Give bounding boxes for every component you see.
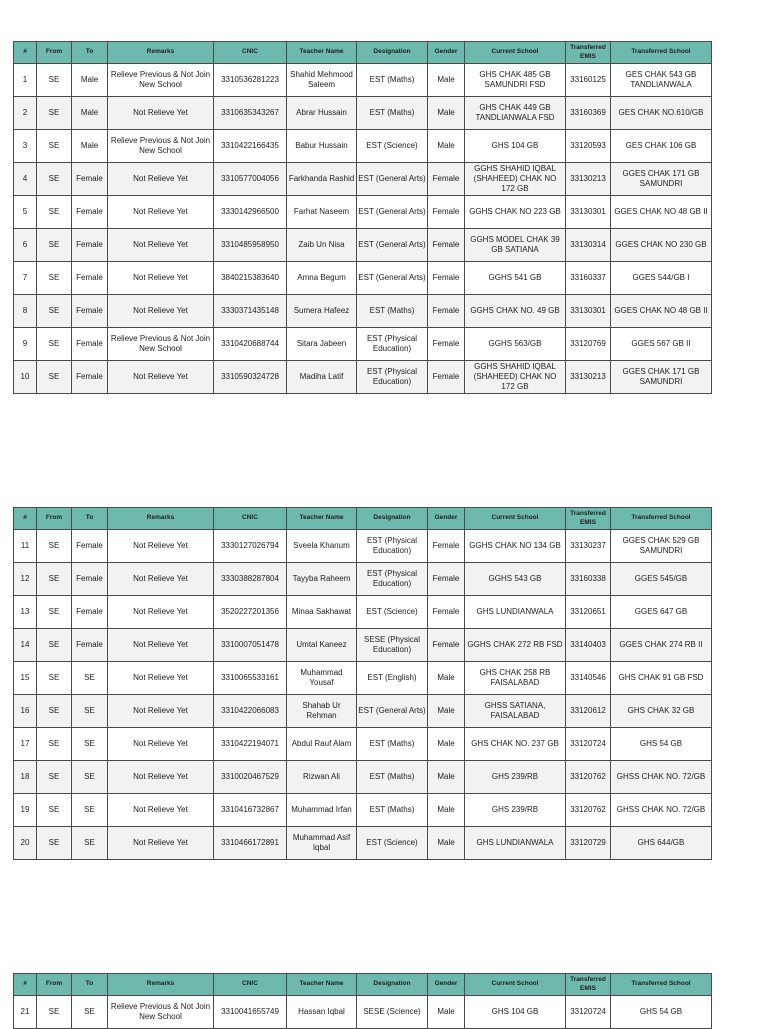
transferred-school-cell: GHSS CHAK NO. 72/GB — [611, 794, 712, 827]
teacher-name-cell: Babur Hussain — [287, 130, 357, 163]
from-cell: SE — [37, 163, 72, 196]
transferred-school-cell: GES CHAK 543 GB TANDLIANWALA — [611, 64, 712, 97]
current-school-cell: GHS CHAK NO. 237 GB — [465, 728, 566, 761]
cnic-cell: 3330142966500 — [214, 196, 287, 229]
row-number-cell: 12 — [14, 563, 37, 596]
to-cell: Male — [72, 97, 108, 130]
row-number-cell: 19 — [14, 794, 37, 827]
from-cell: SE — [37, 761, 72, 794]
remarks-cell: Not Relieve Yet — [108, 361, 214, 394]
transferred-emis-cell: 33160369 — [566, 97, 611, 130]
col-header-designation: Designation — [357, 42, 428, 64]
from-cell: SE — [37, 996, 72, 1029]
cnic-cell: 3310020467529 — [214, 761, 287, 794]
table-row — [14, 229, 712, 262]
from-cell: SE — [37, 196, 72, 229]
remarks-cell: Relieve Previous & Not Join New School — [108, 130, 214, 163]
remarks-cell: Not Relieve Yet — [108, 262, 214, 295]
cnic-cell: 3310577004056 — [214, 163, 287, 196]
col-header-transferred-emis: Transferred EMIS — [566, 42, 611, 64]
row-number-cell: 6 — [14, 229, 37, 262]
table-body — [14, 64, 712, 394]
cnic-cell: 3840215383640 — [214, 262, 287, 295]
row-number-cell: 17 — [14, 728, 37, 761]
row-number-cell: 13 — [14, 596, 37, 629]
table-row — [14, 596, 712, 629]
to-cell: SE — [72, 728, 108, 761]
remarks-cell: Not Relieve Yet — [108, 695, 214, 728]
table-row — [14, 97, 712, 130]
gender-cell: Male — [428, 728, 465, 761]
current-school-cell: GGHS CHAK NO 223 GB — [465, 196, 566, 229]
table-row — [14, 728, 712, 761]
current-school-cell: GHS LUNDIANWALA — [465, 827, 566, 860]
gender-cell: Male — [428, 64, 465, 97]
to-cell: SE — [72, 695, 108, 728]
gender-cell: Male — [428, 827, 465, 860]
row-number-cell: 10 — [14, 361, 37, 394]
designation-cell: EST (Maths) — [357, 761, 428, 794]
table-row — [14, 64, 712, 97]
from-cell: SE — [37, 563, 72, 596]
col-header-current-school: Current School — [465, 42, 566, 64]
remarks-cell: Not Relieve Yet — [108, 530, 214, 563]
transferred-emis-cell: 33140546 — [566, 662, 611, 695]
transferred-school-cell: GGES 567 GB II — [611, 328, 712, 361]
col-header-number: # — [14, 974, 37, 996]
to-cell: Female — [72, 295, 108, 328]
col-header-remarks: Remarks — [108, 42, 214, 64]
transferred-school-cell: GGES CHAK NO 48 GB II — [611, 295, 712, 328]
gender-cell: Male — [428, 794, 465, 827]
gender-cell: Female — [428, 196, 465, 229]
transferred-emis-cell: 33130237 — [566, 530, 611, 563]
from-cell: SE — [37, 97, 72, 130]
current-school-cell: GGHS SHAHID IQBAL (SHAHEED) CHAK NO 172 GB — [465, 163, 566, 196]
gender-cell: Female — [428, 328, 465, 361]
transferred-school-cell: GHS 54 GB — [611, 996, 712, 1029]
designation-cell: EST (General Arts) — [357, 262, 428, 295]
designation-cell: EST (General Arts) — [357, 229, 428, 262]
col-header-to: To — [72, 974, 108, 996]
gender-cell: Female — [428, 596, 465, 629]
cnic-cell: 3520227201356 — [214, 596, 287, 629]
to-cell: SE — [72, 662, 108, 695]
teacher-name-cell: Farhat Naseem — [287, 196, 357, 229]
designation-cell: EST (Physical Education) — [357, 530, 428, 563]
to-cell: Female — [72, 629, 108, 662]
current-school-cell: GGHS SHAHID IQBAL (SHAHEED) CHAK NO 172 GB — [465, 361, 566, 394]
cnic-cell: 3310466172891 — [214, 827, 287, 860]
current-school-cell: GHS 239/RB — [465, 794, 566, 827]
gender-cell: Female — [428, 530, 465, 563]
remarks-cell: Not Relieve Yet — [108, 563, 214, 596]
designation-cell: EST (Science) — [357, 596, 428, 629]
cnic-cell: 3310536281223 — [214, 64, 287, 97]
col-header-designation: Designation — [357, 508, 428, 530]
col-header-remarks: Remarks — [108, 508, 214, 530]
transferred-school-cell: GGES CHAK NO 48 GB II — [611, 196, 712, 229]
transferred-emis-cell: 33120724 — [566, 728, 611, 761]
transferred-school-cell: GHSS CHAK NO. 72/GB — [611, 761, 712, 794]
designation-cell: EST (English) — [357, 662, 428, 695]
to-cell: SE — [72, 794, 108, 827]
designation-cell: EST (Science) — [357, 827, 428, 860]
gender-cell: Male — [428, 130, 465, 163]
transferred-emis-cell: 33120769 — [566, 328, 611, 361]
table-header — [14, 974, 712, 996]
row-number-cell: 9 — [14, 328, 37, 361]
gender-cell: Male — [428, 996, 465, 1029]
transferred-school-cell: GGES CHAK 529 GB SAMUNDRI — [611, 530, 712, 563]
transferred-emis-cell: 33130301 — [566, 295, 611, 328]
gender-cell: Male — [428, 761, 465, 794]
table-row — [14, 262, 712, 295]
transfer-table-2 — [13, 507, 712, 860]
col-header-gender: Gender — [428, 974, 465, 996]
gender-cell: Male — [428, 695, 465, 728]
from-cell: SE — [37, 295, 72, 328]
cnic-cell: 3330371435148 — [214, 295, 287, 328]
remarks-cell: Not Relieve Yet — [108, 229, 214, 262]
teacher-name-cell: Muhammad Irfan — [287, 794, 357, 827]
transferred-emis-cell: 33120651 — [566, 596, 611, 629]
designation-cell: EST (Physical Education) — [357, 563, 428, 596]
col-header-from: From — [37, 974, 72, 996]
cnic-cell: 3310007051478 — [214, 629, 287, 662]
table-row — [14, 530, 712, 563]
col-header-teacher-name: Teacher Name — [287, 42, 357, 64]
row-number-cell: 20 — [14, 827, 37, 860]
to-cell: SE — [72, 761, 108, 794]
transferred-emis-cell: 33160338 — [566, 563, 611, 596]
row-number-cell: 18 — [14, 761, 37, 794]
gender-cell: Male — [428, 97, 465, 130]
to-cell: Female — [72, 196, 108, 229]
designation-cell: EST (General Arts) — [357, 695, 428, 728]
gender-cell: Female — [428, 295, 465, 328]
teacher-name-cell: Hassan Iqbal — [287, 996, 357, 1029]
transferred-school-cell: GES CHAK 106 GB — [611, 130, 712, 163]
col-header-to: To — [72, 42, 108, 64]
cnic-cell: 3310065533161 — [214, 662, 287, 695]
row-number-cell: 8 — [14, 295, 37, 328]
remarks-cell: Not Relieve Yet — [108, 662, 214, 695]
transferred-school-cell: GGES 544/GB I — [611, 262, 712, 295]
from-cell: SE — [37, 530, 72, 563]
remarks-cell: Not Relieve Yet — [108, 827, 214, 860]
gender-cell: Female — [428, 563, 465, 596]
to-cell: Female — [72, 262, 108, 295]
table-row — [14, 629, 712, 662]
remarks-cell: Not Relieve Yet — [108, 295, 214, 328]
teacher-name-cell: Minaa Sakhawat — [287, 596, 357, 629]
from-cell: SE — [37, 794, 72, 827]
row-number-cell: 5 — [14, 196, 37, 229]
to-cell: Female — [72, 361, 108, 394]
to-cell: Female — [72, 328, 108, 361]
current-school-cell: GHS 104 GB — [465, 130, 566, 163]
current-school-cell: GHS CHAK 258 RB FAISALABAD — [465, 662, 566, 695]
col-header-cnic: CNIC — [214, 974, 287, 996]
col-header-current-school: Current School — [465, 974, 566, 996]
to-cell: Female — [72, 229, 108, 262]
remarks-cell: Not Relieve Yet — [108, 794, 214, 827]
teacher-name-cell: Muhammad Yousaf — [287, 662, 357, 695]
gender-cell: Female — [428, 629, 465, 662]
col-header-gender: Gender — [428, 508, 465, 530]
current-school-cell: GHS 104 GB — [465, 996, 566, 1029]
designation-cell: EST (Physical Education) — [357, 328, 428, 361]
to-cell: Male — [72, 130, 108, 163]
teacher-name-cell: Sitara Jabeen — [287, 328, 357, 361]
from-cell: SE — [37, 728, 72, 761]
designation-cell: EST (Science) — [357, 130, 428, 163]
transferred-emis-cell: 33120593 — [566, 130, 611, 163]
current-school-cell: GGHS CHAK NO 134 GB — [465, 530, 566, 563]
to-cell: Female — [72, 530, 108, 563]
current-school-cell: GHSS SATIANA, FAISALABAD — [465, 695, 566, 728]
to-cell: Female — [72, 563, 108, 596]
transferred-emis-cell: 33130301 — [566, 196, 611, 229]
row-number-cell: 11 — [14, 530, 37, 563]
col-header-remarks: Remarks — [108, 974, 214, 996]
transferred-school-cell: GHS 644/GB — [611, 827, 712, 860]
col-header-from: From — [37, 508, 72, 530]
current-school-cell: GGHS MODEL CHAK 39 GB SATIANA — [465, 229, 566, 262]
from-cell: SE — [37, 361, 72, 394]
row-number-cell: 21 — [14, 996, 37, 1029]
cnic-cell: 3330127026794 — [214, 530, 287, 563]
row-number-cell: 3 — [14, 130, 37, 163]
gender-cell: Female — [428, 229, 465, 262]
remarks-cell: Not Relieve Yet — [108, 196, 214, 229]
remarks-cell: Not Relieve Yet — [108, 97, 214, 130]
designation-cell: EST (Maths) — [357, 728, 428, 761]
remarks-cell: Not Relieve Yet — [108, 629, 214, 662]
transferred-emis-cell: 33120612 — [566, 695, 611, 728]
row-number-cell: 7 — [14, 262, 37, 295]
col-header-cnic: CNIC — [214, 42, 287, 64]
col-header-number: # — [14, 508, 37, 530]
transferred-emis-cell: 33160337 — [566, 262, 611, 295]
row-number-cell: 1 — [14, 64, 37, 97]
transferred-school-cell: GHS CHAK 91 GB FSD — [611, 662, 712, 695]
from-cell: SE — [37, 629, 72, 662]
col-header-current-school: Current School — [465, 508, 566, 530]
table-row — [14, 130, 712, 163]
transferred-emis-cell: 33130314 — [566, 229, 611, 262]
col-header-transferred-emis: Transferred EMIS — [566, 508, 611, 530]
remarks-cell: Not Relieve Yet — [108, 728, 214, 761]
col-header-designation: Designation — [357, 974, 428, 996]
to-cell: Male — [72, 64, 108, 97]
gender-cell: Female — [428, 361, 465, 394]
remarks-cell: Relieve Previous & Not Join New School — [108, 996, 214, 1029]
table-row — [14, 827, 712, 860]
current-school-cell: GGHS 541 GB — [465, 262, 566, 295]
transferred-emis-cell: 33120729 — [566, 827, 611, 860]
cnic-cell: 3310041655749 — [214, 996, 287, 1029]
from-cell: SE — [37, 827, 72, 860]
from-cell: SE — [37, 229, 72, 262]
teacher-name-cell: Abrar Hussain — [287, 97, 357, 130]
col-header-transferred-school: Transferred School — [611, 508, 712, 530]
transferred-emis-cell: 33130213 — [566, 361, 611, 394]
cnic-cell: 3310420688744 — [214, 328, 287, 361]
transferred-emis-cell: 33120762 — [566, 761, 611, 794]
from-cell: SE — [37, 695, 72, 728]
from-cell: SE — [37, 64, 72, 97]
remarks-cell: Relieve Previous & Not Join New School — [108, 328, 214, 361]
current-school-cell: GHS 239/RB — [465, 761, 566, 794]
designation-cell: SESE (Science) — [357, 996, 428, 1029]
col-header-transferred-school: Transferred School — [611, 42, 712, 64]
designation-cell: EST (Maths) — [357, 794, 428, 827]
transferred-school-cell: GES CHAK NO.610/GB — [611, 97, 712, 130]
col-header-teacher-name: Teacher Name — [287, 508, 357, 530]
current-school-cell: GGHS CHAK 272 RB FSD — [465, 629, 566, 662]
transferred-school-cell: GHS 54 GB — [611, 728, 712, 761]
designation-cell: EST (Maths) — [357, 295, 428, 328]
table-row — [14, 163, 712, 196]
transferred-emis-cell: 33120724 — [566, 996, 611, 1029]
teacher-name-cell: Amna Begum — [287, 262, 357, 295]
current-school-cell: GGHS 563/GB — [465, 328, 566, 361]
col-header-from: From — [37, 42, 72, 64]
col-header-gender: Gender — [428, 42, 465, 64]
table-row — [14, 295, 712, 328]
table-body — [14, 530, 712, 860]
transferred-emis-cell: 33140403 — [566, 629, 611, 662]
teacher-name-cell: Madiha Latif — [287, 361, 357, 394]
transferred-school-cell: GGES CHAK 171 GB SAMUNDRI — [611, 361, 712, 394]
current-school-cell: GHS CHAK 485 GB SAMUNDRI FSD — [465, 64, 566, 97]
teacher-name-cell: Umtal Kaneez — [287, 629, 357, 662]
row-number-cell: 2 — [14, 97, 37, 130]
transferred-school-cell: GGES CHAK 274 RB II — [611, 629, 712, 662]
from-cell: SE — [37, 130, 72, 163]
transferred-school-cell: GHS CHAK 32 GB — [611, 695, 712, 728]
table-row — [14, 196, 712, 229]
teacher-name-cell: Abdul Rauf Alam — [287, 728, 357, 761]
to-cell: SE — [72, 827, 108, 860]
table-row — [14, 662, 712, 695]
to-cell: Female — [72, 163, 108, 196]
teacher-name-cell: Sveela Khanum — [287, 530, 357, 563]
col-header-teacher-name: Teacher Name — [287, 974, 357, 996]
remarks-cell: Not Relieve Yet — [108, 163, 214, 196]
teacher-name-cell: Farkhanda Rashid — [287, 163, 357, 196]
col-header-number: # — [14, 42, 37, 64]
transferred-school-cell: GGES 545/GB — [611, 563, 712, 596]
cnic-cell: 3310422166435 — [214, 130, 287, 163]
from-cell: SE — [37, 662, 72, 695]
table-header — [14, 508, 712, 530]
transfer-table-1 — [13, 41, 712, 394]
teacher-name-cell: Shahid Mehmood Saleem — [287, 64, 357, 97]
gender-cell: Male — [428, 662, 465, 695]
to-cell: SE — [72, 996, 108, 1029]
designation-cell: EST (Maths) — [357, 64, 428, 97]
row-number-cell: 15 — [14, 662, 37, 695]
cnic-cell: 3310485958950 — [214, 229, 287, 262]
gender-cell: Female — [428, 163, 465, 196]
to-cell: Female — [72, 596, 108, 629]
cnic-cell: 3330388287804 — [214, 563, 287, 596]
teacher-name-cell: Sumera Hafeez — [287, 295, 357, 328]
gender-cell: Female — [428, 262, 465, 295]
row-number-cell: 14 — [14, 629, 37, 662]
from-cell: SE — [37, 328, 72, 361]
cnic-cell: 3310590324728 — [214, 361, 287, 394]
from-cell: SE — [37, 596, 72, 629]
col-header-transferred-emis: Transferred EMIS — [566, 974, 611, 996]
transferred-school-cell: GGES 647 GB — [611, 596, 712, 629]
transferred-emis-cell: 33120762 — [566, 794, 611, 827]
remarks-cell: Not Relieve Yet — [108, 761, 214, 794]
remarks-cell: Not Relieve Yet — [108, 596, 214, 629]
row-number-cell: 16 — [14, 695, 37, 728]
table-row — [14, 695, 712, 728]
current-school-cell: GHS LUNDIANWALA — [465, 596, 566, 629]
transferred-emis-cell: 33160125 — [566, 64, 611, 97]
designation-cell: EST (Physical Education) — [357, 361, 428, 394]
row-number-cell: 4 — [14, 163, 37, 196]
transferred-emis-cell: 33130213 — [566, 163, 611, 196]
col-header-to: To — [72, 508, 108, 530]
from-cell: SE — [37, 262, 72, 295]
teacher-name-cell: Zaib Un Nisa — [287, 229, 357, 262]
transfer-table-3 — [13, 973, 712, 1029]
current-school-cell: GHS CHAK 449 GB TANDLIANWALA FSD — [465, 97, 566, 130]
current-school-cell: GGHS 543 GB — [465, 563, 566, 596]
teacher-name-cell: Shahab Ur Rehman — [287, 695, 357, 728]
designation-cell: SESE (Physical Education) — [357, 629, 428, 662]
table-row — [14, 761, 712, 794]
current-school-cell: GGHS CHAK NO. 49 GB — [465, 295, 566, 328]
teacher-name-cell: Tayyba Raheem — [287, 563, 357, 596]
col-header-cnic: CNIC — [214, 508, 287, 530]
designation-cell: EST (Maths) — [357, 97, 428, 130]
designation-cell: EST (General Arts) — [357, 196, 428, 229]
table-row — [14, 361, 712, 394]
table-header — [14, 42, 712, 64]
cnic-cell: 3310635343267 — [214, 97, 287, 130]
teacher-name-cell: Muhammad Asif Iqbal — [287, 827, 357, 860]
designation-cell: EST (General Arts) — [357, 163, 428, 196]
teacher-name-cell: Rizwan Ali — [287, 761, 357, 794]
transferred-school-cell: GGES CHAK 171 GB SAMUNDRI — [611, 163, 712, 196]
cnic-cell: 3310422194071 — [214, 728, 287, 761]
table-row — [14, 563, 712, 596]
table-row — [14, 328, 712, 361]
cnic-cell: 3310416732867 — [214, 794, 287, 827]
table-row — [14, 794, 712, 827]
cnic-cell: 3310422066083 — [214, 695, 287, 728]
transferred-school-cell: GGES CHAK NO 230 GB — [611, 229, 712, 262]
remarks-cell: Relieve Previous & Not Join New School — [108, 64, 214, 97]
col-header-transferred-school: Transferred School — [611, 974, 712, 996]
